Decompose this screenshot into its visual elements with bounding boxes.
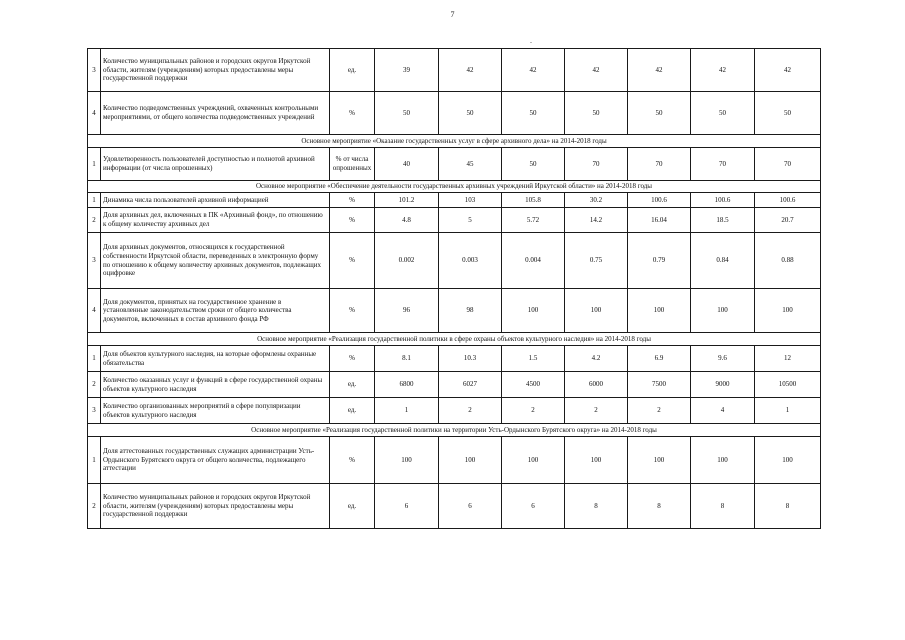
row-number: 2 bbox=[88, 208, 101, 233]
row-number: 2 bbox=[88, 372, 101, 398]
row-number: 2 bbox=[88, 484, 101, 529]
value-cell: 100 bbox=[375, 437, 439, 484]
value-cell: 7500 bbox=[628, 372, 691, 398]
value-cell: 0.003 bbox=[439, 233, 502, 289]
indicator-name: Количество подведомственных учреждений, охваченных контрольными мероприятиями, от общего количества подведомственных учреждений bbox=[101, 92, 330, 135]
section-title: Основное мероприятие «Реализация государственной политики в сфере охраны объектов культурного наследия» на 2014-2018 годы bbox=[88, 333, 821, 346]
table-row bbox=[88, 437, 821, 484]
value-cell: 20.7 bbox=[755, 208, 821, 233]
value-cell: 45 bbox=[439, 148, 502, 181]
value-cell: 100 bbox=[502, 437, 565, 484]
value-cell: 70 bbox=[755, 148, 821, 181]
unit-cell: ед. bbox=[330, 372, 375, 398]
value-cell: 1 bbox=[755, 398, 821, 424]
section-header-row bbox=[88, 424, 821, 437]
value-cell: 6000 bbox=[565, 372, 628, 398]
value-cell: 0.75 bbox=[565, 233, 628, 289]
value-cell: 0.004 bbox=[502, 233, 565, 289]
value-cell: 16.04 bbox=[628, 208, 691, 233]
unit-cell: ед. bbox=[330, 398, 375, 424]
row-number: 4 bbox=[88, 92, 101, 135]
value-cell: 50 bbox=[439, 92, 502, 135]
value-cell: 42 bbox=[439, 49, 502, 92]
row-number: 3 bbox=[88, 398, 101, 424]
value-cell: 100 bbox=[565, 437, 628, 484]
value-cell: 50 bbox=[691, 92, 755, 135]
value-cell: 6 bbox=[439, 484, 502, 529]
value-cell: 0.79 bbox=[628, 233, 691, 289]
indicators-table bbox=[87, 48, 821, 529]
value-cell: 8.1 bbox=[375, 346, 439, 372]
value-cell: 4.8 bbox=[375, 208, 439, 233]
value-cell: 70 bbox=[565, 148, 628, 181]
value-cell: 70 bbox=[628, 148, 691, 181]
table-row bbox=[88, 398, 821, 424]
value-cell: 70 bbox=[691, 148, 755, 181]
unit-cell: % bbox=[330, 92, 375, 135]
table-row bbox=[88, 289, 821, 333]
value-cell: 6.9 bbox=[628, 346, 691, 372]
value-cell: 50 bbox=[755, 92, 821, 135]
unit-cell: % bbox=[330, 233, 375, 289]
value-cell: 100 bbox=[439, 437, 502, 484]
value-cell: 50 bbox=[502, 92, 565, 135]
table-row bbox=[88, 372, 821, 398]
value-cell: 39 bbox=[375, 49, 439, 92]
value-cell: 2 bbox=[439, 398, 502, 424]
table-row bbox=[88, 92, 821, 135]
value-cell: 14.2 bbox=[565, 208, 628, 233]
section-header-row bbox=[88, 181, 821, 193]
value-cell: 42 bbox=[628, 49, 691, 92]
indicator-name: Доля аттестованных государственных служащих администрации Усть-Ордынского Бурятского округа от общего количества, подлежащего аттестации bbox=[101, 437, 330, 484]
value-cell: 96 bbox=[375, 289, 439, 333]
table-row bbox=[88, 208, 821, 233]
unit-cell: % bbox=[330, 208, 375, 233]
value-cell: 10.3 bbox=[439, 346, 502, 372]
value-cell: 2 bbox=[565, 398, 628, 424]
section-header-row bbox=[88, 333, 821, 346]
value-cell: 100.6 bbox=[755, 193, 821, 208]
value-cell: 2 bbox=[502, 398, 565, 424]
value-cell: 105.8 bbox=[502, 193, 565, 208]
value-cell: 6 bbox=[502, 484, 565, 529]
value-cell: 50 bbox=[375, 92, 439, 135]
table-row bbox=[88, 233, 821, 289]
row-number: 3 bbox=[88, 49, 101, 92]
value-cell: 6027 bbox=[439, 372, 502, 398]
scan-mark: - bbox=[530, 40, 532, 46]
row-number: 1 bbox=[88, 193, 101, 208]
value-cell: 5.72 bbox=[502, 208, 565, 233]
value-cell: 42 bbox=[565, 49, 628, 92]
indicator-name: Количество муниципальных районов и городских округов Иркутской области, жителям (учреждениям) которых предоставлены меры государственной поддержки bbox=[101, 484, 330, 529]
table-body bbox=[88, 49, 821, 529]
value-cell: 10500 bbox=[755, 372, 821, 398]
value-cell: 42 bbox=[502, 49, 565, 92]
indicator-name: Динамика числа пользователей архивной информацией bbox=[101, 193, 330, 208]
value-cell: 40 bbox=[375, 148, 439, 181]
value-cell: 101.2 bbox=[375, 193, 439, 208]
indicator-name: Количество оказанных услуг и функций в сфере государственной охраны объектов культурного наследия bbox=[101, 372, 330, 398]
value-cell: 0.88 bbox=[755, 233, 821, 289]
value-cell: 9.6 bbox=[691, 346, 755, 372]
value-cell: 100.6 bbox=[691, 193, 755, 208]
value-cell: 100.6 bbox=[628, 193, 691, 208]
value-cell: 4.2 bbox=[565, 346, 628, 372]
row-number: 3 bbox=[88, 233, 101, 289]
value-cell: 42 bbox=[691, 49, 755, 92]
unit-cell: % bbox=[330, 289, 375, 333]
value-cell: 30.2 bbox=[565, 193, 628, 208]
indicator-name: Количество организованных мероприятий в сфере популяризации объектов культурного наследия bbox=[101, 398, 330, 424]
unit-cell: % bbox=[330, 193, 375, 208]
table-row bbox=[88, 148, 821, 181]
value-cell: 100 bbox=[755, 437, 821, 484]
table-row bbox=[88, 49, 821, 92]
indicator-name: Удовлетворенность пользователей доступностью и полнотой архивной информации (от числа опрошенных) bbox=[101, 148, 330, 181]
value-cell: 8 bbox=[691, 484, 755, 529]
indicator-name: Доля документов, принятых на государственное хранение в установленные законодательством сроки от общего количества документов, включенных в состав архивного фонда РФ bbox=[101, 289, 330, 333]
value-cell: 6 bbox=[375, 484, 439, 529]
table-row bbox=[88, 346, 821, 372]
value-cell: 1.5 bbox=[502, 346, 565, 372]
indicator-name: Доля архивных дел, включенных в ПК «Архивный фонд», по отношению к общему количеству архивных дел bbox=[101, 208, 330, 233]
value-cell: 100 bbox=[755, 289, 821, 333]
value-cell: 18.5 bbox=[691, 208, 755, 233]
value-cell: 0.84 bbox=[691, 233, 755, 289]
value-cell: 4500 bbox=[502, 372, 565, 398]
section-title: Основное мероприятие «Реализация государственной политики на территории Усть-Ордынского Бурятского округа» на 2014-2018 годы bbox=[88, 424, 821, 437]
value-cell: 100 bbox=[502, 289, 565, 333]
value-cell: 9000 bbox=[691, 372, 755, 398]
indicator-name: Доля архивных документов, относящихся к государственной собственности Иркутской области, переведенных в электронную форму по отношению к общему количеству архивных документов, подлежащих оцифровке bbox=[101, 233, 330, 289]
value-cell: 12 bbox=[755, 346, 821, 372]
page-number: 7 bbox=[450, 10, 455, 19]
value-cell: 2 bbox=[628, 398, 691, 424]
value-cell: 1 bbox=[375, 398, 439, 424]
table-row bbox=[88, 193, 821, 208]
unit-cell: ед. bbox=[330, 484, 375, 529]
indicator-name: Доля объектов культурного наследия, на которые оформлены охранные обязательства bbox=[101, 346, 330, 372]
unit-cell: % bbox=[330, 437, 375, 484]
value-cell: 50 bbox=[565, 92, 628, 135]
row-number: 1 bbox=[88, 346, 101, 372]
table-row bbox=[88, 484, 821, 529]
row-number: 1 bbox=[88, 148, 101, 181]
unit-cell: % от числа опрошенных bbox=[330, 148, 375, 181]
section-title: Основное мероприятие «Оказание государственных услуг в сфере архивного дела» на 2014-2018 годы bbox=[88, 135, 821, 148]
indicator-name: Количество муниципальных районов и городских округов Иркутской области, жителям (учреждениям) которых предоставлены меры государственной поддержки bbox=[101, 49, 330, 92]
value-cell: 5 bbox=[439, 208, 502, 233]
value-cell: 8 bbox=[628, 484, 691, 529]
value-cell: 100 bbox=[628, 437, 691, 484]
value-cell: 50 bbox=[628, 92, 691, 135]
unit-cell: % bbox=[330, 346, 375, 372]
value-cell: 98 bbox=[439, 289, 502, 333]
value-cell: 100 bbox=[565, 289, 628, 333]
value-cell: 8 bbox=[755, 484, 821, 529]
value-cell: 100 bbox=[628, 289, 691, 333]
row-number: 4 bbox=[88, 289, 101, 333]
value-cell: 8 bbox=[565, 484, 628, 529]
value-cell: 103 bbox=[439, 193, 502, 208]
value-cell: 0.002 bbox=[375, 233, 439, 289]
row-number: 1 bbox=[88, 437, 101, 484]
value-cell: 100 bbox=[691, 437, 755, 484]
section-title: Основное мероприятие «Обеспечение деятельности государственных архивных учреждений Иркутской области» на 2014-2018 годы bbox=[88, 181, 821, 193]
value-cell: 4 bbox=[691, 398, 755, 424]
value-cell: 6800 bbox=[375, 372, 439, 398]
value-cell: 42 bbox=[755, 49, 821, 92]
unit-cell: ед. bbox=[330, 49, 375, 92]
value-cell: 50 bbox=[502, 148, 565, 181]
value-cell: 100 bbox=[691, 289, 755, 333]
section-header-row bbox=[88, 135, 821, 148]
